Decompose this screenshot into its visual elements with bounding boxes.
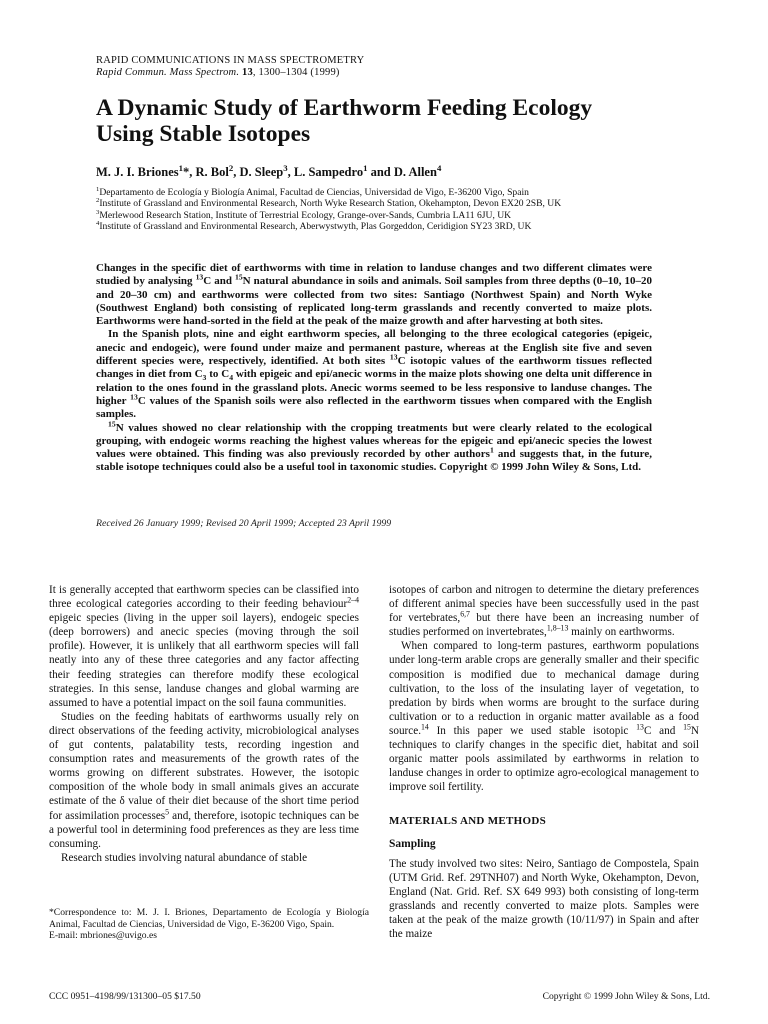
affiliation-3: $^3$Merlewood Research Station, Institute of Terrestrial Ecology, Grange-over-Sands, Cumbria LA11 6JU, UK (96, 208, 512, 221)
paper-title: A Dynamic Study of Earthworm Feeding Ecology Using Stable Isotopes (96, 95, 593, 147)
body-paragraph: Research studies involving natural abundance of stable (61, 851, 308, 864)
abstract-paragraph: $^{15}$N values showed no clear relationship with the cropping treatments but were clearly related to the ecological grouping, with endogeic worms reaching the highest values whereas for the epigeic and epi/anecic species the lowest values were obtained. This finding was also previously recorded by other authors$^1$ and suggests that, in the future, stable isotope techniques could also be a useful tool in taxonomic studies. Copyright © 1999 John Wiley & Sons, Ltd. (96, 418, 652, 474)
author-list: M. J. I. Briones$^1$*, R. Bol$^2$, D. Sleep$^3$, L. Sampedro$^1$ and D. Allen$^4$ (96, 162, 442, 179)
abstract-paragraph: In the Spanish plots, nine and eight earthworm species, all belonging to the three ecological categories (epigeic, anecic and endogeic), were found under maize and permanent pasture, whereas at the English site five and seven different species were, respectively, identified. At both sites $^{13}$C isotopic values of the earthworm tissues reflected changes in diet from $C_3$ to $C_4$ with epigeic and epi/anecic worms in the maize plots showing one delta unit difference in relation to the ones found in the grassland plots. Anecic worms seemed to be less responsive to landuse changes. The higher $^{13}$C values of the Spanish soils were also reflected in the earthworm tissues when compared with the English samples. (96, 328, 653, 421)
body-paragraph: The study involved two sites: Neiro, Santiago de Compostela, Spain (UTM Grid. Ref. 29TNH07) and North Wyke, Okehampton, Devon, England (Nat. Grid. Ref. SX 649 993) both consisting of long-term grasslands and recently converted to maize plots. Samples were taken at the peak of the maize growth (10/11/97) in Spain and after the maize (389, 857, 699, 941)
abstract (96, 262, 652, 475)
subsection-heading: Sampling (389, 837, 436, 850)
affiliation-2: $^2$Institute of Grassland and Environmental Research, North Wyke Research Station, Okehampton, Devon EX20 2SB, UK (96, 197, 562, 210)
journal-name: RAPID COMMUNICATIONS IN MASS SPECTROMETRY (96, 55, 365, 66)
body-paragraph: It is generally accepted that earthworm species can be classified into three ecological categories according to their feeding behaviour$^{2-4}$ epigeic species (living in the upper soil layers), endogeic species (deep borrowers) and anecic species (moving through the soil profile). However, it is unlikely that all earthworm species will fall neatly into any of these three categories and any factor affecting their feeding strategies can therefore modify these ecological strategies. In this sense, landuse changes and global warming are assumed to have a potential impact on the soil fauna communities. (49, 584, 359, 709)
abstract-paragraph: Changes in the specific diet of earthworms with time in relation to landuse changes and two different climates were studied by analysing $^{13}$C and $^{15}$N natural abundance in soils and animals. Soil samples from three depths (0–10, 10–20 and 20–30 cm) and earthworms were collected from two sites: Santiago (Northwest Spain) and North Wyke (Southwest England) both consisting of replicated long-term grasslands and recently converted to maize plots. Earthworms were hand-sorted in the field at the peak of the maize growth and after harvesting at both sites. (96, 262, 652, 328)
footer-ccc: CCC 0951–4198/99/131300–05 $17.50 (49, 991, 201, 1002)
body-column-right (389, 583, 699, 941)
affiliations (96, 187, 696, 233)
email-address: E-mail: mbriones@uvigo.es (49, 930, 157, 942)
journal-citation: Rapid Commun. Mass Spectrom. 13, 1300–1304 (1999) (96, 67, 340, 78)
affiliation-4: $^4$Institute of Grassland and Environmental Research, Aberwystwyth, Plas Gorgeddon, Ceridigion SY23 3RD, UK (96, 220, 532, 233)
body-column-left (49, 583, 359, 865)
body-paragraph: isotopes of carbon and nitrogen to determine the dietary preferences of different animal species have been successfully used in the past for vertebrates,$^{6,7}$ but there have been an increasing number of studies performed on invertebrates,$^{1,8-13}$ mainly on earthworms. (389, 584, 699, 639)
journal-header (96, 55, 364, 79)
body-paragraph: Studies on the feeding habitats of earthworms usually rely on direct observations of the feeding activity, microbiological analyses of gut contents, palatability tests, recording ingestion and consumption rates and measurements of the growth rates of the worms growing on different substrates. However, the isotopic composition of the whole body in small animals gives an accurate estimate of the δ value of their diet because of the short time period for assimilation processes$^5$ and, therefore, isotopic techniques can be a powerful tool in determining food preferences as they are less time consuming. (49, 710, 359, 850)
section-heading: MATERIALS AND METHODS (389, 815, 547, 828)
body-paragraph: When compared to long-term pastures, earthworm populations under long-term arable crops are generally smaller and their specific composition is modified due to mechanical damage during cultivation, to the loss of the insulating layer of vegetation, to predation by birds when worms are brought to the surface during cultivation or to a reduction in organic matter available as a food source.$^{14}$ In this paper we used stable isotopic $^{13}$C and $^{15}$N techniques to clarify changes in the specific diet, habitat and soil organic matter pools assimilated by earthworms in relation to landuse changes in order to optimize agro-ecological management to improve soil fertility. (389, 640, 699, 794)
journal-volume: 13 (242, 67, 253, 78)
received-dates: Received 26 January 1999; Revised 20 April 1999; Accepted 23 April 1999 (96, 518, 392, 529)
correspondence-note: *Correspondence to: M. J. I. Briones, Departamento de Ecología y Biología Animal, Facultad de Ciencias, Universidad de Vigo, E-36200 Vigo, Spain. E-mail: mbriones@uvigo.es (49, 907, 369, 942)
footer-copyright: Copyright © 1999 John Wiley & Sons, Ltd. (542, 991, 710, 1002)
affiliation-1: $^1$Departamento de Ecología y Biología Animal, Facultad de Ciencias, Universidad de Vigo, E-36200 Vigo, Spain (96, 185, 529, 198)
